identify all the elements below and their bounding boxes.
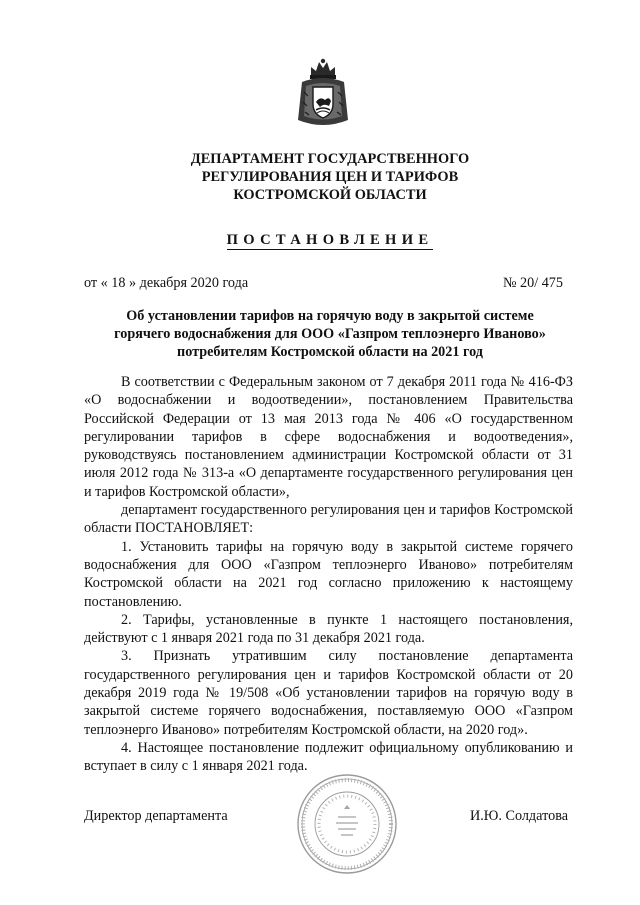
coat-of-arms-icon bbox=[294, 56, 352, 130]
document-body bbox=[84, 373, 573, 776]
resolves-paragraph: департамент государственного регулирования цен и тарифов Костромской области ПОСТАНОВЛЯЕТ: bbox=[84, 502, 573, 537]
document-number: № 20/ 475 bbox=[502, 275, 563, 291]
item-paragraph: 3. Признать утратившим силу постановление департамента государственного регулирования цен и тарифов Костромской области от 20 декабря 2019 года № 19/508 «Об установлении тарифов на горячую воду в закрытой системе горячего водоснабжения, поставляемую ООО «Газпром теплоэнерго Иваново» потребителям Костромской области, на 2020 год». bbox=[84, 648, 573, 738]
item-paragraph: 2. Тарифы, установленные в пункте 1 настоящего постановления, действуют с 1 января 2021 года по 31 декабря 2021 года. bbox=[84, 611, 573, 647]
preamble-paragraph: В соответствии с Федеральным законом от 7 декабря 2011 года № 416-ФЗ «О водоснабжении и водоотведении», постановлением Правительства Российской Федерации от 13 мая 2013 года № 406 «О государственном регулировании тарифов в сфере водоснабжения и водоотведения», руководствуясь постановлением администрации Костромской области от 31 июля 2012 года № 313-а «О департаменте государственного регулирования цен и тарифов Костромской области», bbox=[84, 374, 573, 500]
subject-line: Об установлении тарифов на горячую воду в закрытой системе bbox=[126, 308, 534, 324]
item-paragraph: 1. Установить тарифы на горячую воду в закрытой системе горячего водоснабжения для ООО «Газпром теплоэнерго Иваново» потребителям Костромской области на 2021 год согласно приложению к настоящему постановлению. bbox=[84, 538, 573, 610]
document-type-label: ПОСТАНОВЛЕНИЕ bbox=[226, 232, 434, 248]
signer-name: И.Ю. Солдатова bbox=[470, 808, 568, 824]
subject-line: горячего водоснабжения для ООО «Газпром теплоэнерго Иваново» bbox=[114, 326, 546, 343]
item-paragraph: 4. Настоящее постановление подлежит официальному опубликованию и вступает в силу с 1 января 2021 года. bbox=[84, 739, 573, 775]
signer-role: Директор департамента bbox=[84, 808, 228, 824]
department-line: КОСТРОМСКОЙ ОБЛАСТИ bbox=[233, 187, 427, 203]
subject-line: потребителям Костромской области на 2021 год bbox=[177, 344, 483, 361]
department-line: РЕГУЛИРОВАНИЯ ЦЕН И ТАРИФОВ bbox=[201, 169, 459, 185]
official-seal-icon bbox=[296, 773, 398, 875]
document-type-heading bbox=[80, 230, 580, 250]
department-name bbox=[80, 150, 580, 204]
department-line: ДЕПАРТАМЕНТ ГОСУДАРСТВЕННОГО bbox=[190, 151, 470, 167]
document-date: от « 18 » декабря 2020 года bbox=[84, 275, 249, 291]
document-subject bbox=[90, 307, 570, 362]
